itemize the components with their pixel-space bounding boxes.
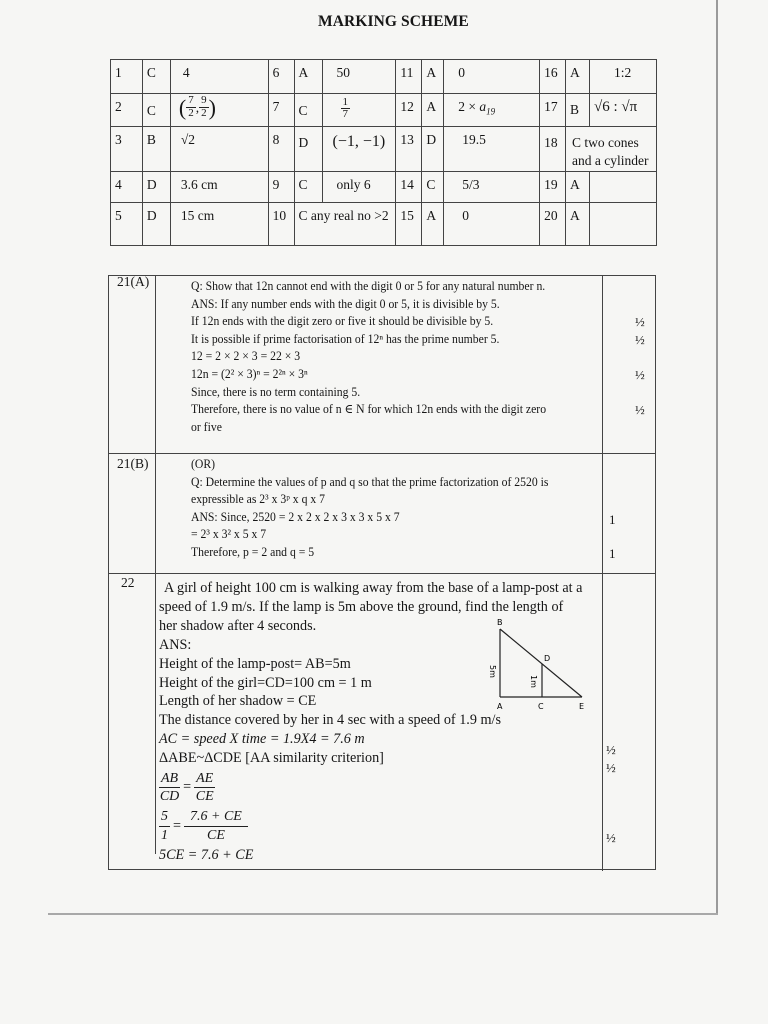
option-letter: B — [566, 93, 590, 127]
light-ray-line — [500, 629, 582, 697]
question-number: 12 — [396, 93, 422, 127]
equation-line: 5CE = 7.6 + CE — [159, 847, 254, 864]
table-row — [111, 203, 657, 246]
option-letter: B — [142, 127, 170, 172]
answer-value: 1:2 — [590, 60, 657, 94]
question-number: 3 — [111, 127, 143, 172]
option-letter: D — [294, 127, 322, 172]
table-row — [111, 93, 657, 127]
text-line: expressible as 2³ x 3ᵖ x q x 7 — [191, 492, 326, 507]
text-line: 12n = (2² × 3)ⁿ = 2²ⁿ × 3ⁿ — [191, 366, 308, 381]
text-line: or five — [191, 419, 222, 434]
point-label: A — [497, 702, 503, 711]
fraction: $\frac{5}{1}$ — [161, 808, 168, 843]
text-line: ΔABE~ΔCDE [AA similarity criterion] — [159, 750, 384, 767]
question-number: 2 — [111, 93, 143, 127]
table-row — [111, 172, 657, 203]
answer-line: and a cylinder — [572, 153, 649, 169]
option-letter: A — [422, 203, 444, 246]
option-letter: C — [422, 172, 444, 203]
question-number: 20 — [540, 203, 566, 246]
question-number: 7 — [268, 93, 294, 127]
length-label: 1m — [529, 675, 538, 688]
question-number: 5 — [111, 203, 143, 246]
column-divider — [155, 276, 156, 854]
text-line: Therefore, p = 2 and q = 5 — [191, 544, 315, 559]
mark-value: ½ — [606, 830, 616, 845]
mcq-answer-table — [110, 59, 657, 246]
answer-value: 19.5 — [444, 127, 540, 172]
option-letter: D — [142, 203, 170, 246]
option-letter: A — [422, 93, 444, 127]
mark-value: ½ — [606, 760, 616, 775]
text-line: ANS: If any number ends with the digit 0 or 5, it is divisible by 5. — [191, 296, 500, 311]
answer-value: 50 — [322, 60, 396, 94]
text-line: It is possible if prime factorisation of 12ⁿ has the prime number 5. — [191, 331, 500, 346]
option-letter: A — [566, 172, 590, 203]
mark-value: 1 — [609, 512, 616, 527]
mark-value: ½ — [635, 402, 645, 417]
text-line: Since, there is no term containing 5. — [191, 384, 361, 399]
text-line: ANS: — [159, 636, 192, 653]
option-letter: C — [142, 93, 170, 127]
answer-value: 4 — [170, 60, 268, 94]
mark-value: ½ — [606, 742, 616, 757]
question-number: 4 — [111, 172, 143, 203]
row-divider — [109, 573, 655, 574]
question-label: 21(A) — [117, 274, 150, 289]
answer-value — [590, 203, 657, 246]
question-number: 15 — [396, 203, 422, 246]
fraction: $\frac{7}{2}$ — [188, 94, 194, 119]
question-number: 9 — [268, 172, 294, 203]
option-letter: A — [566, 60, 590, 94]
text-line: speed of 1.9 m/s. If the lamp is 5m above the ground, find the length of — [159, 598, 564, 615]
text-line: The distance covered by her in 4 sec with a speed of 1.9 m/s — [159, 712, 501, 729]
mark-value: ½ — [635, 332, 645, 347]
answer-value: 5/3 — [444, 172, 540, 203]
fraction: $\frac{1}{7}$ — [342, 95, 348, 121]
table-row — [111, 60, 657, 94]
answer-value: 0 — [444, 60, 540, 94]
answer-value: 3.6 cm — [170, 172, 268, 203]
text-line: Length of her shadow = CE — [159, 693, 317, 710]
option-letter: C — [294, 93, 322, 127]
answer-21a — [191, 278, 572, 436]
text-line: If 12n ends with the digit zero or five it should be divisible by 5. — [191, 314, 494, 329]
answer-value: C any real no >2 — [294, 203, 396, 246]
point-label: E — [579, 702, 585, 711]
table-row — [111, 127, 657, 172]
text-line: Height of the lamp-post= AB=5m — [159, 655, 351, 672]
text-line: Q: Show that 12n cannot end with the digit 0 or 5 for any natural number n. — [191, 279, 546, 293]
length-label: 5m — [488, 665, 497, 678]
question-number: 16 — [540, 60, 566, 94]
page-title: MARKING SCHEME — [318, 13, 469, 30]
fraction: $\frac{7.6 + CE}{CE}$ — [184, 808, 248, 845]
equation-line: AC = speed X time = 1.9X4 = 7.6 m — [159, 731, 365, 748]
option-letter: A — [422, 60, 444, 94]
option-letter: A — [294, 60, 322, 94]
answer-value: (−1, −1) — [322, 127, 396, 172]
page-edge — [48, 913, 718, 915]
text-line: (OR) — [191, 457, 216, 471]
question-number: 13 — [396, 127, 422, 172]
answer-value — [590, 172, 657, 203]
long-answer-box — [108, 275, 656, 870]
question-label: 22 — [121, 575, 135, 590]
mark-value: 1 — [609, 546, 616, 561]
answer-value: $2 \times a_{19}$ — [444, 93, 540, 127]
text-line: A girl of height 100 cm is walking away from the base of a lamp-post at a — [164, 580, 583, 596]
question-number: 18 — [540, 127, 566, 172]
text-line: Q: Determine the values of p and q so that the prime factorization of 2520 is — [191, 474, 549, 489]
fraction: $\frac{AB}{CD}$ — [159, 770, 180, 804]
lamp-post-diagram — [490, 619, 602, 714]
answer-value — [322, 93, 396, 127]
option-letter: D — [422, 127, 444, 172]
paren-left: ( — [178, 94, 187, 120]
comma: , — [195, 99, 200, 115]
question-number: 10 — [268, 203, 294, 246]
text-line: ANS: Since, 2520 = 2 x 2 x 2 x 3 x 3 x 5 x 7 — [191, 509, 400, 524]
question-label: 21(B) — [117, 456, 149, 471]
question-number: 1 — [111, 60, 143, 94]
question-number: 14 — [396, 172, 422, 203]
paren-right: ) — [208, 94, 216, 120]
question-number: 6 — [268, 60, 294, 94]
equals-sign: = — [183, 778, 192, 795]
answer-value: 0 — [444, 203, 540, 246]
fraction: $\frac{AE}{CE}$ — [195, 770, 214, 804]
option-letter: D — [142, 172, 170, 203]
row-divider — [109, 453, 655, 454]
question-number: 8 — [268, 127, 294, 172]
fraction: $\frac{9}{2}$ — [201, 94, 207, 119]
answer-value: √2 — [170, 127, 268, 172]
option-letter: C — [294, 172, 322, 203]
point-label: D — [544, 654, 551, 663]
mark-value: ½ — [635, 314, 645, 329]
answer-21b — [191, 456, 572, 562]
point-label: B — [497, 618, 503, 627]
ratio-equation — [159, 768, 599, 806]
ratio-equation — [159, 806, 599, 846]
answer-value — [566, 127, 657, 172]
option-letter: C — [142, 60, 170, 94]
mark-value: ½ — [635, 367, 645, 382]
text-line: her shadow after 4 seconds. — [159, 617, 317, 634]
text-line: = 2³ x 3² x 5 x 7 — [191, 527, 267, 542]
equals-sign: = — [173, 817, 182, 834]
question-number: 17 — [540, 93, 566, 127]
answer-value: √6 : √π — [590, 93, 657, 127]
page-edge — [716, 0, 718, 915]
question-number: 11 — [396, 60, 422, 94]
answer-value — [170, 93, 268, 127]
question-number: 19 — [540, 172, 566, 203]
answer-value: 15 cm — [170, 203, 268, 246]
text-line: Height of the girl=CD=100 cm = 1 m — [159, 674, 372, 691]
option-letter: A — [566, 203, 590, 246]
answer-line: C two cones — [572, 135, 639, 151]
text-line: Therefore, there is no value of n ∈ N for which 12n ends with the digit zero — [191, 402, 547, 417]
answer-value: only 6 — [322, 172, 396, 203]
point-label: C — [538, 702, 544, 711]
text-line: 12 = 2 × 2 × 3 = 22 × 3 — [191, 349, 301, 364]
